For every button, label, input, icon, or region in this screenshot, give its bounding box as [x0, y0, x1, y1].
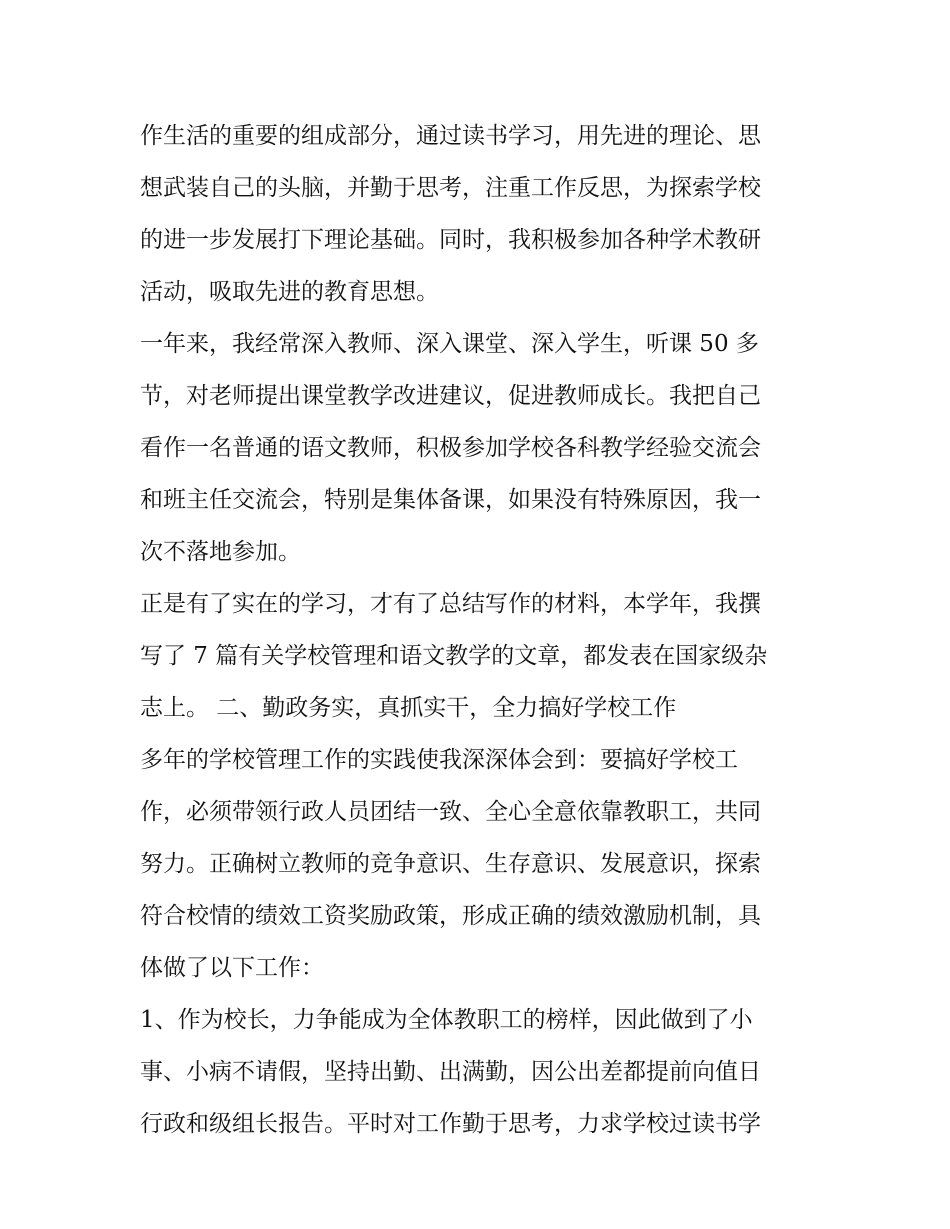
text-line: 事、小病不请假，坚持出勤、出满勤，因公出差都提前向值日 [140, 1059, 761, 1085]
text-line: 活动，吸取先进的教育思想。 [140, 279, 439, 305]
text-line: 看作一名普通的语文教师，积极参加学校各科教学经验交流会 [140, 435, 761, 461]
text-line: 符合校情的绩效工资奖励政策，形成正确的绩效激励机制，具 [140, 903, 761, 929]
text-line: 和班主任交流会，特别是集体备课，如果没有特殊原因，我一 [140, 487, 761, 513]
text-line: 作生活的重要的组成部分，通过读书学习，用先进的理论、思 [140, 123, 761, 149]
text-line: 一年来，我经常深入教师、深入课堂、深入学生，听课 50 多 [140, 331, 759, 357]
text-line: 作，必须带领行政人员团结一致、全心全意依靠教职工，共同 [140, 799, 761, 825]
text-line: 努力。正确树立教师的竞争意识、生存意识、发展意识，探索 [140, 851, 761, 877]
text-line: 志上。 二、勤政务实，真抓实干，全力搞好学校工作 [140, 695, 677, 721]
text-line: 正是有了实在的学习，才有了总结写作的材料，本学年，我撰 [140, 591, 761, 617]
document-body [140, 110, 820, 1150]
text-line: 写了 7 篇有关学校管理和语文教学的文章，都发表在国家级杂 [140, 643, 768, 669]
text-line: 想武装自己的头脑，并勤于思考，注重工作反思，为探索学校 [140, 175, 761, 201]
text-line: 行政和级组长报告。平时对工作勤于思考，力求学校过读书学 [140, 1111, 761, 1137]
text-line: 体做了以下工作： [140, 955, 324, 981]
text-line: 次不落地参加。 [140, 539, 301, 565]
text-line: 1、作为校长，力争能成为全体教职工的榜样，因此做到了小 [140, 1007, 753, 1033]
text-line: 的进一步发展打下理论基础。同时，我积极参加各种学术教研 [140, 227, 761, 253]
text-line: 多年的学校管理工作的实践使我深深体会到：要搞好学校工 [140, 747, 738, 773]
text-line: 节，对老师提出课堂教学改进建议，促进教师成长。我把自己 [140, 383, 761, 409]
